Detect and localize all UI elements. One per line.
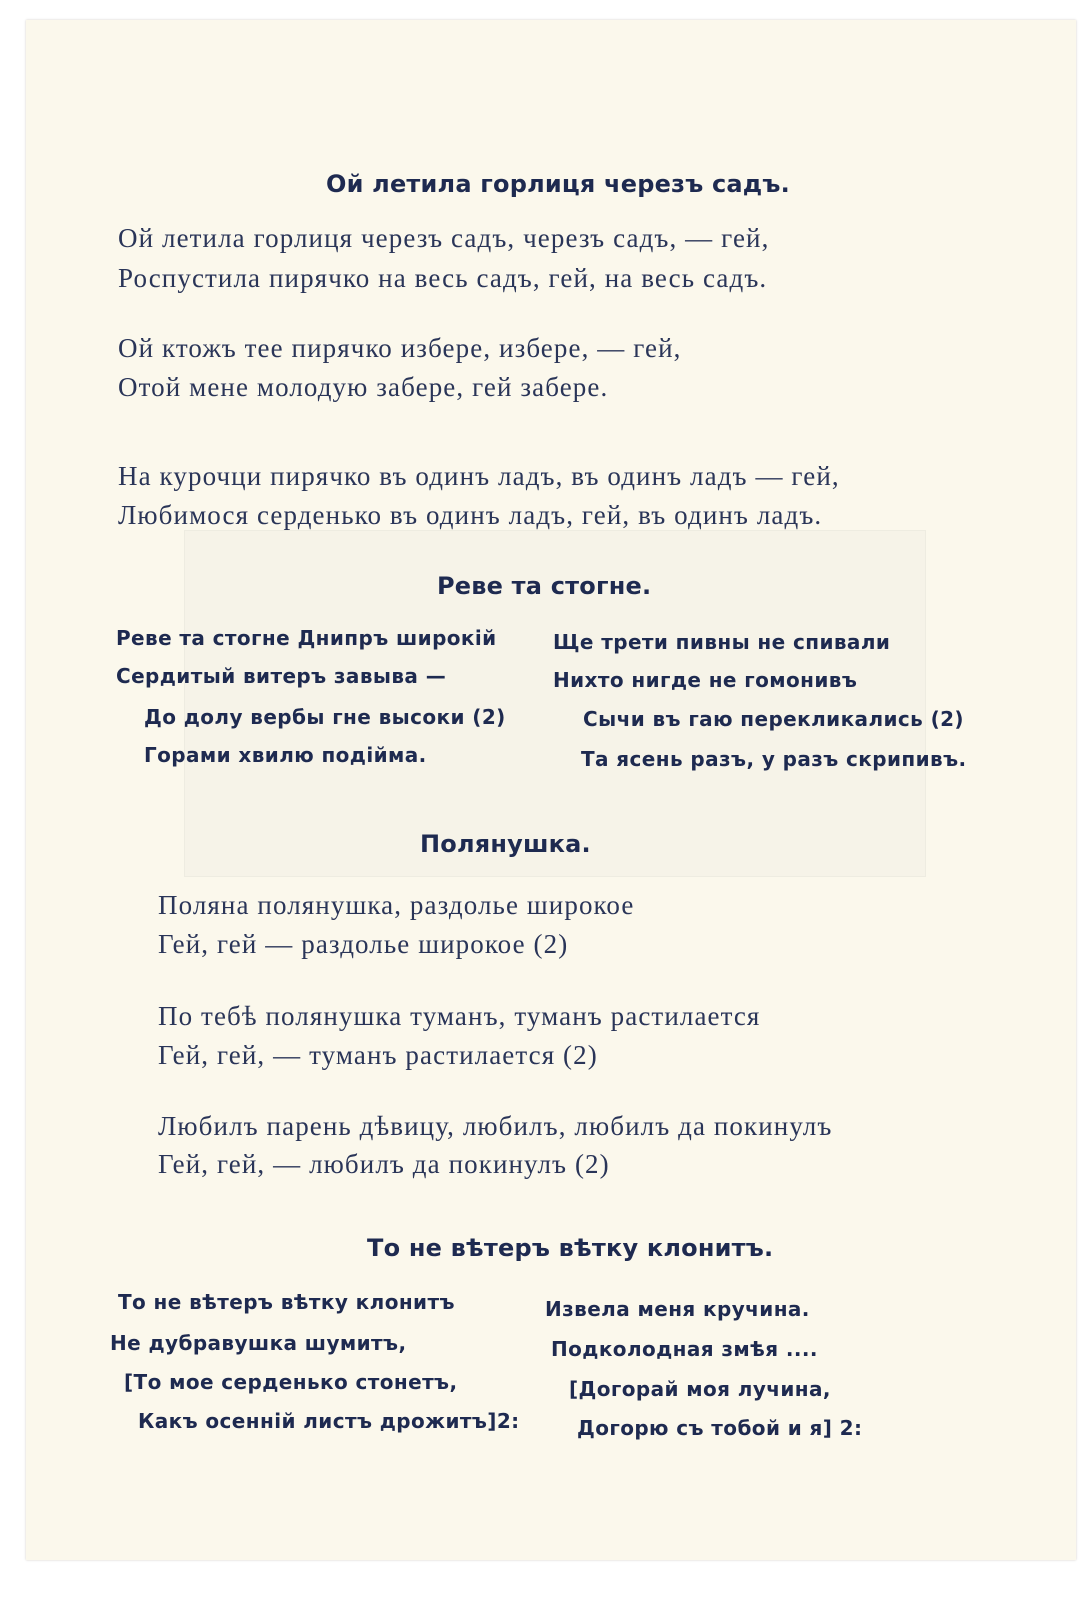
verse-line: Нихто нигде не гомонивъ <box>553 668 858 692</box>
verse-line: То не вѣтеръ вѣтку клонитъ <box>118 1290 455 1314</box>
verse-line: Та ясень разъ, у разъ скрипивъ. <box>581 747 967 771</box>
verse-line: Извела меня кручина. <box>545 1297 810 1321</box>
verse-line: Гей, гей — раздолье широкое (2) <box>158 929 569 959</box>
song-title: Реве та стогне. <box>437 572 652 600</box>
verse-line: Ще трети пивны не спивали <box>553 630 891 654</box>
song-title: Полянушка. <box>420 830 591 858</box>
verse-line: Отой мене молодую забере, гей забере. <box>118 372 609 402</box>
verse-line: Сычи въ гаю перекликались (2) <box>583 707 964 731</box>
verse-line: Сердитый витеръ завыва — <box>116 664 447 688</box>
verse-line: [Догорай моя лучина, <box>569 1377 831 1401</box>
verse-line: Горами хвилю подійма. <box>144 743 427 767</box>
verse-line: По тебѣ полянушка туманъ, туманъ растилается <box>158 1001 761 1031</box>
verse-line: Любилъ парень дѣвицу, любилъ, любилъ да покинулъ <box>158 1111 833 1141</box>
verse-line: Реве та стогне Днипръ широкій <box>116 626 497 650</box>
verse-line: Роспустила пирячко на весь садъ, гей, на весь садъ. <box>118 263 768 293</box>
verse-line: Любимося серденько въ одинъ ладъ, гей, въ одинъ ладъ. <box>118 500 823 530</box>
verse-line: [То мое серденько стонетъ, <box>124 1370 458 1394</box>
verse-line: До долу вербы гне высоки (2) <box>144 705 506 729</box>
verse-line: Ой ктожъ тее пирячко избере, избере, — гей, <box>118 333 682 363</box>
song-title: Ой летила горлиця черезъ садъ. <box>326 170 790 198</box>
verse-line: Гей, гей, — туманъ растилается (2) <box>158 1040 598 1070</box>
verse-line: Поляна полянушка, раздолье широкое <box>158 890 635 920</box>
verse-line: Догорю съ тобой и я] 2: <box>577 1416 863 1440</box>
verse-line: Какъ осенній листъ дрожитъ]2: <box>138 1409 520 1433</box>
verse-line: Гей, гей, — любилъ да покинулъ (2) <box>158 1149 610 1179</box>
verse-line: Подколодная змѣя .... <box>551 1337 818 1361</box>
song-title: То не вѣтеръ вѣтку клонитъ. <box>367 1234 774 1262</box>
verse-line: Не дубравушка шумитъ, <box>110 1331 407 1355</box>
verse-line: На курочци пирячко въ одинъ ладъ, въ одинъ ладъ — гей, <box>118 461 840 491</box>
verse-line: Ой летила горлиця черезъ садъ, черезъ садъ, — гей, <box>118 223 770 253</box>
